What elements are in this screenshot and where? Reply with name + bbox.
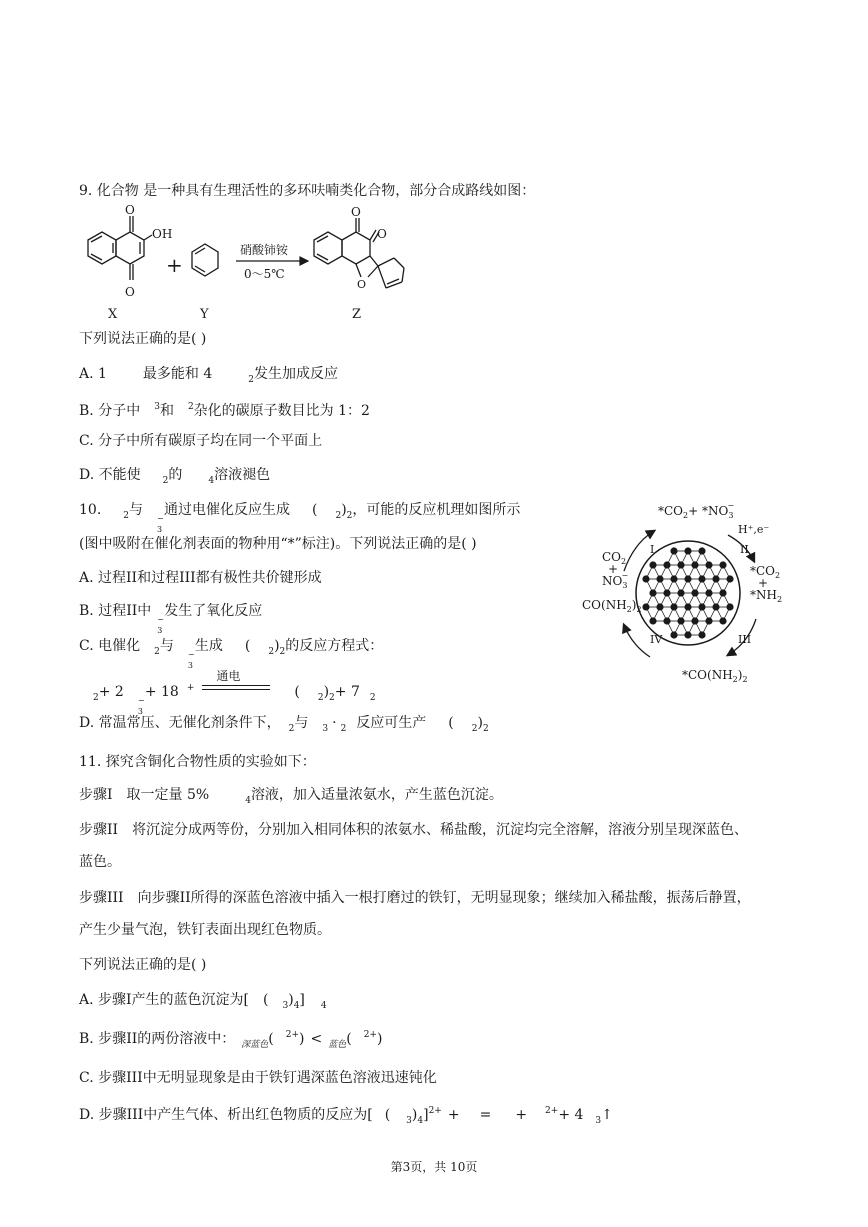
compound-x-label: X [108,307,118,322]
lattice-atom [677,589,684,596]
compound-z-ring-o: O [357,278,367,291]
q11-stem: 11. 探究含铜化合物性质的实验如下： [79,754,316,770]
label-left-plus: + [608,562,619,576]
lattice-atom [698,547,705,554]
lattice-atom [670,575,677,582]
q10-equation: $_2$+ 2 − 3 + 18 + 通电 ( $_2)_2+ 7$ $_2$ [93,676,376,708]
lattice-atom [684,575,691,582]
lattice-atom [642,575,649,582]
lattice-atom [712,603,719,610]
compound-z-right-o: O [377,227,387,241]
reaction-arrow [236,257,308,265]
lattice-atom [663,589,670,596]
label-top-co2: $*CO_2+ *NO_3-$ [658,501,735,520]
label-left-co2: $CO_2$ [602,550,627,566]
label-h-e: H⁺,e⁻ [738,523,770,536]
lattice-atom [649,561,656,568]
q11-step1: 步骤I 取一定量 5% $_4$溶液，加入适量浓氨水，产生蓝色沉淀。 [79,787,503,806]
q9-stem: 9. 化合物 是一种具有生理活性的多环呋喃类化合物，部分合成路线如图： [79,183,536,199]
lattice-atom [663,617,670,624]
q10-mechanism-diagram [578,495,798,695]
q10-option-d: D. 常温常压、无催化剂条件下， $_2$与 $_3$ · $_2$ 反应可生产 ( $_2)_2$ [79,715,489,734]
lattice-atom [712,575,719,582]
lattice-atom [691,589,698,596]
compound-x-top-o: O [125,203,135,217]
lattice-atom [670,547,677,554]
label-step-i: I [650,543,655,556]
label-step-iv: IV [650,633,663,646]
label-right-plus: + [758,576,769,590]
compound-y-label: Y [200,307,209,322]
label-left-no3: $NO_3-$ [602,571,629,590]
q11-step3-line1: 步骤III 向步骤II所得的深蓝色溶液中插入一根打磨过的铁钉，无明显现象；继续加入稀盐酸，振荡后静置， [79,890,751,906]
q11-option-c: C. 步骤III中无明显现象是由于铁钉遇深蓝色溶液迅速钝化 [79,1070,437,1086]
plus-sign: + [166,253,183,277]
lattice-atom [719,561,726,568]
reagent-label: 硝酸铈铵 [240,243,289,257]
lattice-atom [670,603,677,610]
q10-stem-line2: (图中吸附在催化剂表面的物种用“*”标注)。下列说法正确的是( ) [79,536,477,552]
lattice-atom [649,589,656,596]
lattice-atom [705,617,712,624]
lattice-atom [642,603,649,610]
label-step-iii: III [738,633,752,646]
lattice-atom [726,603,733,610]
q9-option-d: D. 不能使 $_2$的 $_4$溶液褪色 [79,467,271,486]
compound-z-label: Z [352,307,362,322]
lattice-atom [719,617,726,624]
lattice-atom [705,561,712,568]
q11-option-a: A. 步骤I产生的蓝色沉淀为[ ( $_3)_4$] $_4$ [79,992,327,1011]
q10-stem-line1: 10. $_2$与 − 3 通过电催化反应生成 ( $_2)_2$，可能的反应机理如图所示 [79,502,521,534]
label-left-urea: $CO(NH_2)_2$ [582,598,642,614]
lattice-atom [705,589,712,596]
q9-reaction-scheme [74,200,414,322]
lattice-atom [649,617,656,624]
label-right-nh2: $*NH_2$ [750,588,783,604]
compound-y-structure [192,244,218,276]
condition-label: 0～5℃ [244,267,285,281]
q10-option-b: B. 过程II中 − 3 发生了氧化反应 [79,603,263,635]
lattice-atom [684,631,691,638]
lattice-atom [663,561,670,568]
q9-option-a: A. 1 最多能和 4 $_2$发生加成反应 [79,366,339,385]
lattice-atom [698,603,705,610]
q11-option-b: B. 步骤II的两份溶液中： $_{深蓝色}$( $^{2+}$) < $_{蓝色}$( $^{2+}$) [79,1030,383,1050]
lattice-atom [698,631,705,638]
lattice-atom [670,631,677,638]
q10-option-a: A. 过程II和过程III都有极性共价键形成 [79,570,322,586]
lattice-atom [677,617,684,624]
q11-prompt: 下列说法正确的是( ) [79,957,207,973]
q10-option-c: C. 电催化 $_2$与 − 3 生成 ( $_2)_2$的反应方程式： [79,638,384,670]
lattice-atom [691,561,698,568]
q9-option-b: B. 分子中 $^3$和 $^2$杂化的碳原子数目比为 1：2 [79,402,370,419]
page-footer: 第3页，共 10页 [390,1160,478,1174]
label-right-co2: $*CO_2$ [750,564,781,580]
lattice-atom [719,589,726,596]
lattice-atom [726,575,733,582]
catalyst-lattice [646,551,730,635]
lattice-atom [684,547,691,554]
lattice-atom [656,575,663,582]
q11-option-d: D. 步骤III中产生气体、析出红色物质的反应为[ ( $_3)_4]^{2+}$ + = + $^{2+}$+ 4 $_3$↑ [79,1106,613,1126]
q9-option-c: C. 分子中所有碳原子均在同一个平面上 [79,433,323,449]
electrolysis-label: 通电 [216,669,241,683]
q9-prompt: 下列说法正确的是( ) [79,331,207,347]
label-bottom-urea: $*CO(NH_2)_2$ [682,668,748,684]
q11-step2-line1: 步骤II 将沉淀分成两等份，分别加入相同体积的浓氨水、稀盐酸，沉淀均完全溶解，溶液分别呈现深蓝色、 [79,822,749,838]
lattice-atom [677,561,684,568]
compound-x-oh: OH [152,227,173,241]
lattice-atom [656,603,663,610]
compound-z-top-o: O [351,205,361,219]
q11-step3-line2: 产生少量气泡，铁钉表面出现红色物质。 [79,922,331,938]
compound-x-bottom-o: O [125,285,135,299]
compound-x-structure [88,216,152,280]
label-step-ii: II [740,543,749,556]
lattice-atom [684,603,691,610]
lattice-atom [698,575,705,582]
q11-step2-line2: 蓝色。 [79,854,121,870]
lattice-atom [691,617,698,624]
